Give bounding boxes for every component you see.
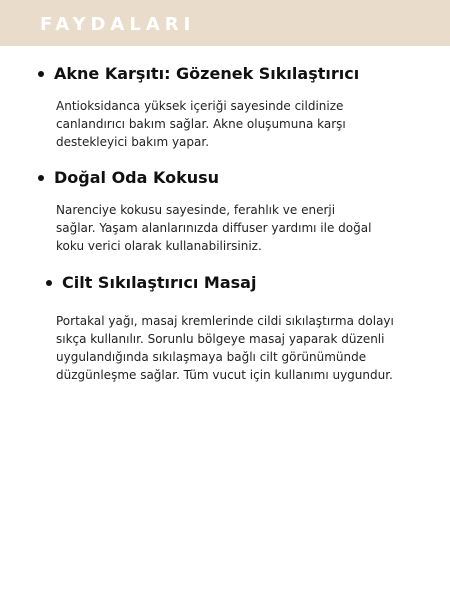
benefit-heading-text: Cilt Sıkılaştırıcı Masaj (62, 273, 257, 292)
benefit-heading (38, 167, 219, 189)
benefit-heading-text: Doğal Oda Kokusu (54, 168, 220, 187)
benefit-section-massage (46, 272, 394, 382)
benefit-heading (38, 63, 359, 85)
benefit-description: Narenciye kokusu sayesinde, ferahlık ve enerji sağlar. Yaşam alanlarınızda diffuser yardımı ile doğal koku verici olarak kullanabilirsiniz. (56, 203, 372, 253)
bullet-icon (38, 175, 44, 181)
benefit-heading-text: Akne Karşıtı: Gözenek Sıkılaştırıcı (54, 64, 360, 83)
page-title: FAYDALARI (40, 14, 196, 35)
benefit-description: Portakal yağı, masaj kremlerinde cildi sıkılaştırma dolayı sıkça kullanılır. Sorunlu bölgeye masaj yaparak düzenli uygulandığında sıkılaşmaya bağlı cilt görünümünde düzgünleşme sağlar. Tüm vucut için kullanımı uygundur. (56, 314, 394, 382)
benefit-heading (46, 272, 256, 294)
header-banner (0, 0, 450, 46)
bullet-icon (38, 71, 44, 77)
benefit-section-room-scent (38, 167, 372, 253)
benefit-section-acne (38, 63, 360, 149)
benefit-description: Antioksidanca yüksek içeriği sayesinde cildinize canlandırıcı bakım sağlar. Akne oluşumuna karşı destekleyici bakım yapar. (56, 99, 346, 149)
bullet-icon (46, 280, 52, 286)
